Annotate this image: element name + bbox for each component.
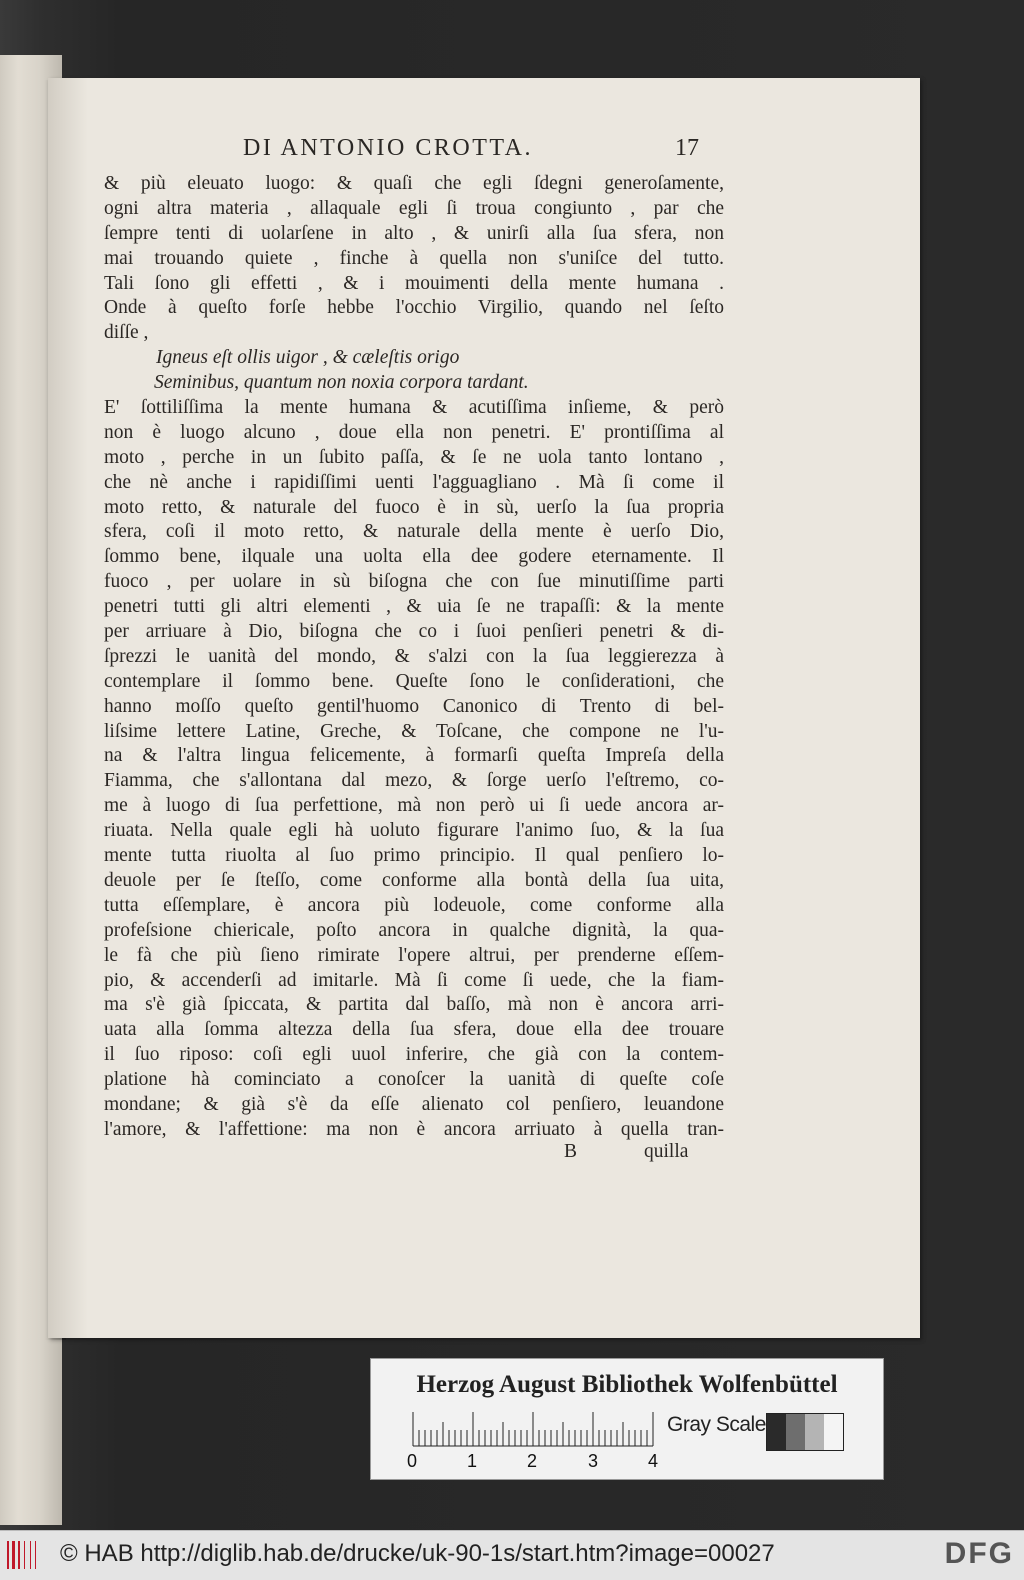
text-line: penetri tutti gli altri elementi , & uia ſe ne trapaſſi: & la mente <box>104 596 724 618</box>
text-line: l'amore, & l'affettione: ma non è ancora arriuato à quella tran- <box>104 1118 724 1140</box>
barcode-bar <box>35 1541 36 1569</box>
scale-labels <box>407 1451 667 1475</box>
text-line: deuole per ſe ſteſſo, come conforme alla bontà della ſua uita, <box>104 869 724 891</box>
page-header <box>243 135 713 169</box>
text-line: contemplare il ſommo bene. Queſte ſono le conſiderationi, che <box>104 670 724 692</box>
footer-bar <box>0 1530 1024 1580</box>
text-line: ſempre tenti di uolarſene in alto , & unirſi alla ſua sfera, non <box>104 222 724 244</box>
text-line: mondane; & già s'è da eſſe alienato col penſiero, leuandone <box>104 1093 724 1115</box>
text-line: Tali ſono gli effetti , & i mouimenti della mente humana . <box>104 272 724 294</box>
text-line: non è luogo alcuno , doue ella non penetri. E' prontiſſima al <box>104 421 724 443</box>
text-line: fuoco , per uolare in sù biſogna che con ſue minutiſſime parti <box>104 571 724 593</box>
text-line: me à luogo di ſua perfettione, mà non però ui ſi uede ancora ar- <box>104 795 724 817</box>
text-line: sfera, coſi il moto retto, & naturale della mente è uerſo Dio, <box>104 521 724 543</box>
text-line: ogni altra materia , allaquale egli ſi troua congiunto , par che <box>104 197 724 219</box>
gray-swatch <box>786 1414 805 1450</box>
page-number: 17 <box>675 135 699 161</box>
barcode-icon <box>6 1539 46 1571</box>
color-target-card <box>370 1358 884 1480</box>
text-line: mente tutta riuolta al ſuo primo principio. Il qual penſiero lo- <box>104 845 724 867</box>
text-line: ma s'è già ſpiccata, & partita dal baſſo, mà non è ancora arri- <box>104 994 724 1016</box>
text-line: E' ſottiliſſima la mente humana & acutiſſima inſieme, & però <box>104 397 724 419</box>
gray-scale-label: Gray Scale <box>667 1413 766 1436</box>
text-line: hanno moſſo queſto gentil'huomo Canonico di Trento di bel- <box>104 695 724 717</box>
scale-label: 0 <box>407 1451 418 1471</box>
gray-swatch <box>824 1414 843 1450</box>
gray-scale-swatches <box>766 1413 844 1451</box>
text-line: per arriuare à Dio, biſogna che co i ſuoi penſieri penetri & di- <box>104 621 724 643</box>
text-line: le fà che più ſieno rimirate l'opere altrui, per prenderne eſſem- <box>104 944 724 966</box>
text-line: uata alla ſomma altezza della ſua sfera, doue ella dee trouare <box>104 1019 724 1041</box>
text-line: pio, & accenderſi ad imitarle. Mà ſi come ſi uede, che la fiam- <box>104 969 724 991</box>
text-line: diſſe , <box>104 322 149 344</box>
verse-line: Igneus eſt ollis uigor , & cæleſtis origo <box>156 347 460 369</box>
text-line: profeſsione chiericale, poſto ancora in qualche dignità, la qua- <box>104 919 724 941</box>
text-line: platione hà cominciato a conoſcer la uanità di queſte coſe <box>104 1069 724 1091</box>
text-line: riuata. Nella quale egli hà uoluto figurare l'animo ſuo, & la ſua <box>104 820 724 842</box>
text-line: moto , perche in un ſubito paſſa, & ſe ne uola tanto lontano , <box>104 446 724 468</box>
source-url[interactable]: © HAB http://diglib.hab.de/drucke/uk-90-1s/start.htm?image=00027 <box>60 1540 775 1567</box>
running-title: DI ANTONIO CROTTA. <box>243 135 533 161</box>
library-name: Herzog August Bibliothek Wolfenbüttel <box>416 1371 838 1398</box>
barcode-bar <box>18 1541 20 1569</box>
text-line: liſsime lettere Latine, Greche, & Toſcane, che compone ne l'u- <box>104 720 724 742</box>
text-line: & più eleuato luogo: & quaſi che egli ſdegni generoſamente, <box>104 173 724 194</box>
barcode-bar <box>30 1541 31 1569</box>
text-line: mai trouando quiete , finche à quella non s'uniſce del tutto. <box>104 247 724 269</box>
scale-label: 2 <box>527 1451 538 1471</box>
text-line: Fiamma, che s'allontana dal mezo, & ſorge uerſo l'eſtremo, co- <box>104 770 724 792</box>
gray-swatch <box>767 1414 786 1450</box>
scale-ruler <box>411 1411 655 1447</box>
body-text <box>104 172 724 1143</box>
barcode-bar <box>24 1541 25 1569</box>
dfg-logo: DFG <box>944 1537 1014 1570</box>
page-footer-marks <box>104 1141 724 1167</box>
text-line: moto retto, & naturale del fuoco è in sù, uerſo la ſua propria <box>104 496 724 518</box>
text-line: ſommo bene, ilquale una uolta ella dee godere eternamente. Il <box>104 546 724 568</box>
signature-mark: B <box>564 1141 578 1162</box>
barcode-bar <box>12 1541 15 1569</box>
verse-line: Seminibus, quantum non noxia corpora tardant. <box>154 372 529 394</box>
text-line: Onde à queſto forſe hebbe l'occhio Virgilio, quando nel ſeſto <box>104 297 724 319</box>
text-line: il ſuo riposo: coſi egli uuol inferire, che già con la contem- <box>104 1044 724 1066</box>
gray-swatch <box>805 1414 824 1450</box>
text-line: na & l'altra lingua felicemente, à formarſi queſta Impreſa della <box>104 745 724 767</box>
scale-label: 4 <box>648 1451 659 1471</box>
scale-label: 3 <box>588 1451 599 1471</box>
text-line: ſprezzi le uanità del mondo, & s'alzi con la ſua leggierezza à <box>104 645 724 667</box>
scale-label: 1 <box>467 1451 478 1471</box>
text-line: che nè anche i rapidiſſimi uenti l'agguagliano . Mà ſi come il <box>104 471 724 493</box>
text-line: tutta eſſemplare, è ancora più lodeuole, come conforme alla <box>104 894 724 916</box>
barcode-bar <box>7 1541 9 1569</box>
catchword: quilla <box>644 1141 689 1162</box>
